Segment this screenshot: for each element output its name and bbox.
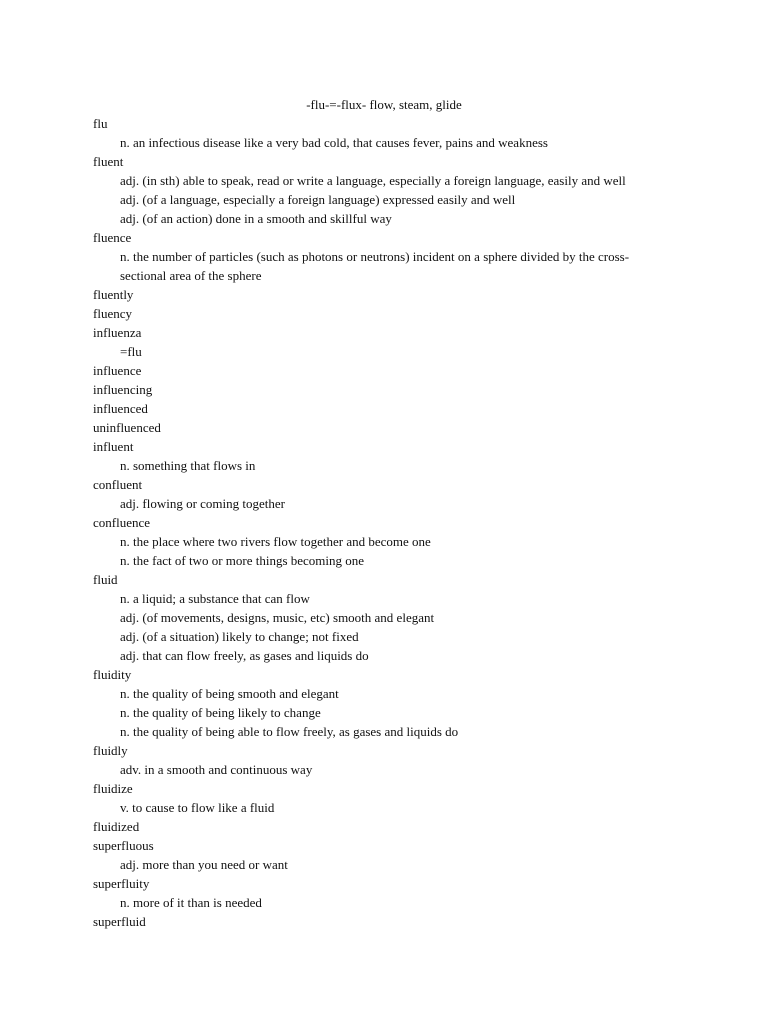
entry-definition: v. to cause to flow like a fluid: [120, 800, 275, 815]
entry-definition: adj. that can flow freely, as gases and liquids do: [120, 648, 369, 663]
list-item: [93, 323, 663, 361]
list-item: [93, 361, 663, 380]
list-item: [93, 437, 663, 475]
entry-definition: n. the quality of being likely to change: [120, 705, 321, 720]
list-item: [93, 874, 663, 912]
entry-word: superfluid: [93, 914, 146, 929]
entry-word: fluency: [93, 306, 132, 321]
entry-word: flu: [93, 116, 108, 131]
entry-word: influenza: [93, 325, 142, 340]
list-item: [93, 836, 663, 874]
list-item: [93, 817, 663, 836]
entry-definition: n. the number of particles (such as photons or neutrons) incident on a sphere divided by the cross-sectional area of the sphere: [120, 249, 630, 283]
list-item: [93, 475, 663, 513]
entry-word: influence: [93, 363, 142, 378]
list-item: [93, 779, 663, 817]
entry-word: fluidized: [93, 819, 140, 834]
list-item: [93, 228, 663, 285]
list-item: [93, 152, 663, 228]
entry-definition: adj. (of a language, especially a foreign language) expressed easily and well: [120, 192, 516, 207]
list-item: [93, 513, 663, 570]
entry-definition: n. the place where two rivers flow together and become one: [120, 534, 431, 549]
page-title: -flu-=-flux- flow, steam, glide: [306, 97, 462, 112]
entry-definition: n. a liquid; a substance that can flow: [120, 591, 310, 606]
entry-word: confluence: [93, 515, 151, 530]
list-item: [93, 285, 663, 304]
entry-word: fluidly: [93, 743, 128, 758]
entry-definition: n. the fact of two or more things becoming one: [120, 553, 365, 568]
entry-definition: =flu: [120, 344, 142, 359]
list-item: [93, 570, 663, 665]
entry-definition: adj. more than you need or want: [120, 857, 288, 872]
list-item: [93, 304, 663, 323]
entry-definition: adj. (of movements, designs, music, etc) smooth and elegant: [120, 610, 435, 625]
entry-word: influenced: [93, 401, 148, 416]
list-item: [93, 912, 663, 931]
entry-definition: adj. (of a situation) likely to change; not fixed: [120, 629, 359, 644]
entry-word: fluently: [93, 287, 134, 302]
entry-word: influent: [93, 439, 134, 454]
entry-word: influencing: [93, 382, 153, 397]
entry-definition: n. the quality of being able to flow freely, as gases and liquids do: [120, 724, 459, 739]
list-item: [93, 665, 663, 741]
entry-definition: adj. (of an action) done in a smooth and skillful way: [120, 211, 392, 226]
entry-definition: adj. flowing or coming together: [120, 496, 285, 511]
list-item: [93, 418, 663, 437]
entry-definition: n. an infectious disease like a very bad cold, that causes fever, pains and weakness: [120, 135, 548, 150]
entry-word: fluid: [93, 572, 118, 587]
entry-word: fluence: [93, 230, 132, 245]
list-item: [93, 741, 663, 779]
entry-definition: adv. in a smooth and continuous way: [120, 762, 313, 777]
entry-word: superfluous: [93, 838, 154, 853]
entry-word: superfluity: [93, 876, 150, 891]
list-item: [93, 399, 663, 418]
entry-definition: n. the quality of being smooth and elegant: [120, 686, 339, 701]
entry-word: confluent: [93, 477, 143, 492]
entry-list: [93, 114, 663, 931]
entry-definition: n. something that flows in: [120, 458, 256, 473]
list-item: [93, 114, 663, 152]
entry-word: fluent: [93, 154, 124, 169]
entry-definition: adj. (in sth) able to speak, read or write a language, especially a foreign language, easily and well: [120, 173, 626, 188]
entry-word: fluidity: [93, 667, 132, 682]
list-item: [93, 380, 663, 399]
entry-word: fluidize: [93, 781, 133, 796]
entry-definition: n. more of it than is needed: [120, 895, 262, 910]
entry-word: uninfluenced: [93, 420, 161, 435]
